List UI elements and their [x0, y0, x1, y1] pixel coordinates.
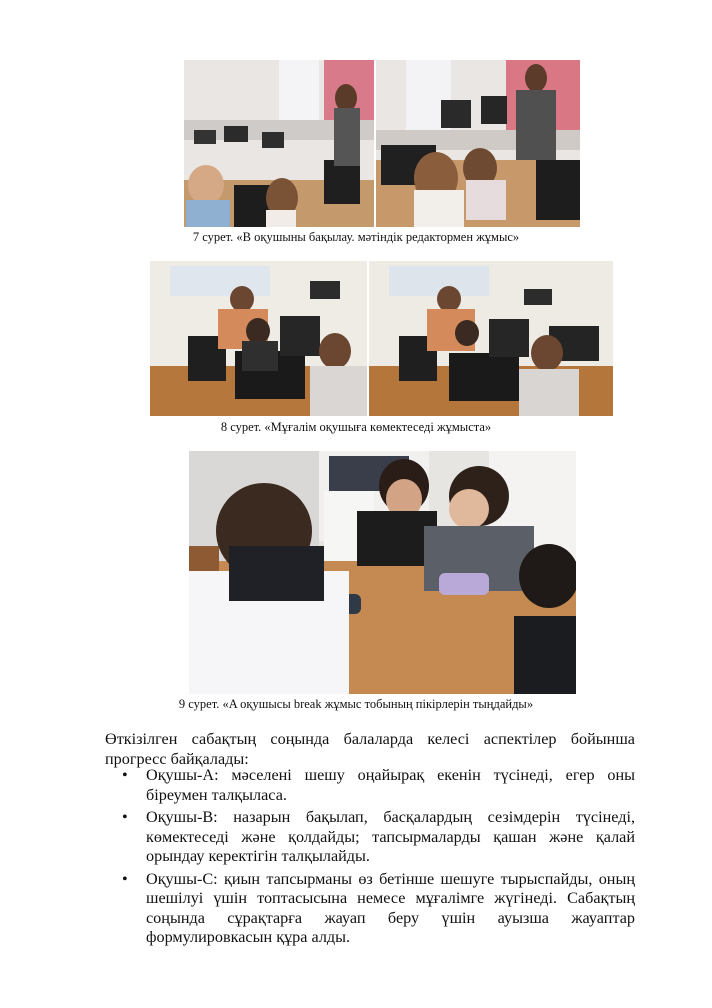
figure-9-caption: 9 сурет. «A оқушысы break жұмыс тобының пікірлерін тыңдайды»	[178, 697, 534, 711]
figure-8-caption: 8 сурет. «Мұғалім оқушыға көмектеседі жұмыста»	[220, 420, 492, 434]
bullet-icon: •	[122, 869, 128, 888]
figure-8-photo-left	[150, 261, 367, 416]
list-item	[105, 766, 635, 805]
figure-7-caption: 7 сурет. «B оқушыны бақылау. мәтіндік редактормен жұмыс»	[192, 230, 520, 244]
list-item	[105, 808, 635, 867]
figure-7-photo-left	[184, 60, 374, 227]
list-item-text: Оқушы-C: қиын тапсырманы өз бетінше шешуге тырыспайды, оның шешілуі үшін топтасысына немесе мұғалімге жүгінеді. Сабақтың соңында сұрақтарға жауап беру үшін ауызша жауаптар формулировкасын құра алды.	[146, 869, 635, 946]
figure-8-photo-right	[369, 261, 613, 416]
figure-9-photo	[189, 451, 576, 694]
bullet-icon: •	[122, 766, 128, 784]
list-item	[105, 870, 635, 948]
list-item-text: Оқушы-A: мәселені шешу оңайырақ екенін түсінеді, егер оны біреумен талқыласа.	[146, 766, 635, 804]
progress-list	[105, 766, 635, 951]
list-item-text: Оқушы-B: назарын бақылап, басқалардың сезімдерін түсінеді, көмектеседі және қолдайды; тапсырмаларды қашан және қалай орындау керектігін талқылайды.	[146, 808, 635, 865]
figure-7-photo-right	[376, 60, 580, 227]
bullet-icon: •	[122, 808, 128, 826]
intro-paragraph: Өткізілген сабақтың соңында балаларда келесі аспектілер бойынша прогресс байқалады:	[105, 730, 635, 768]
